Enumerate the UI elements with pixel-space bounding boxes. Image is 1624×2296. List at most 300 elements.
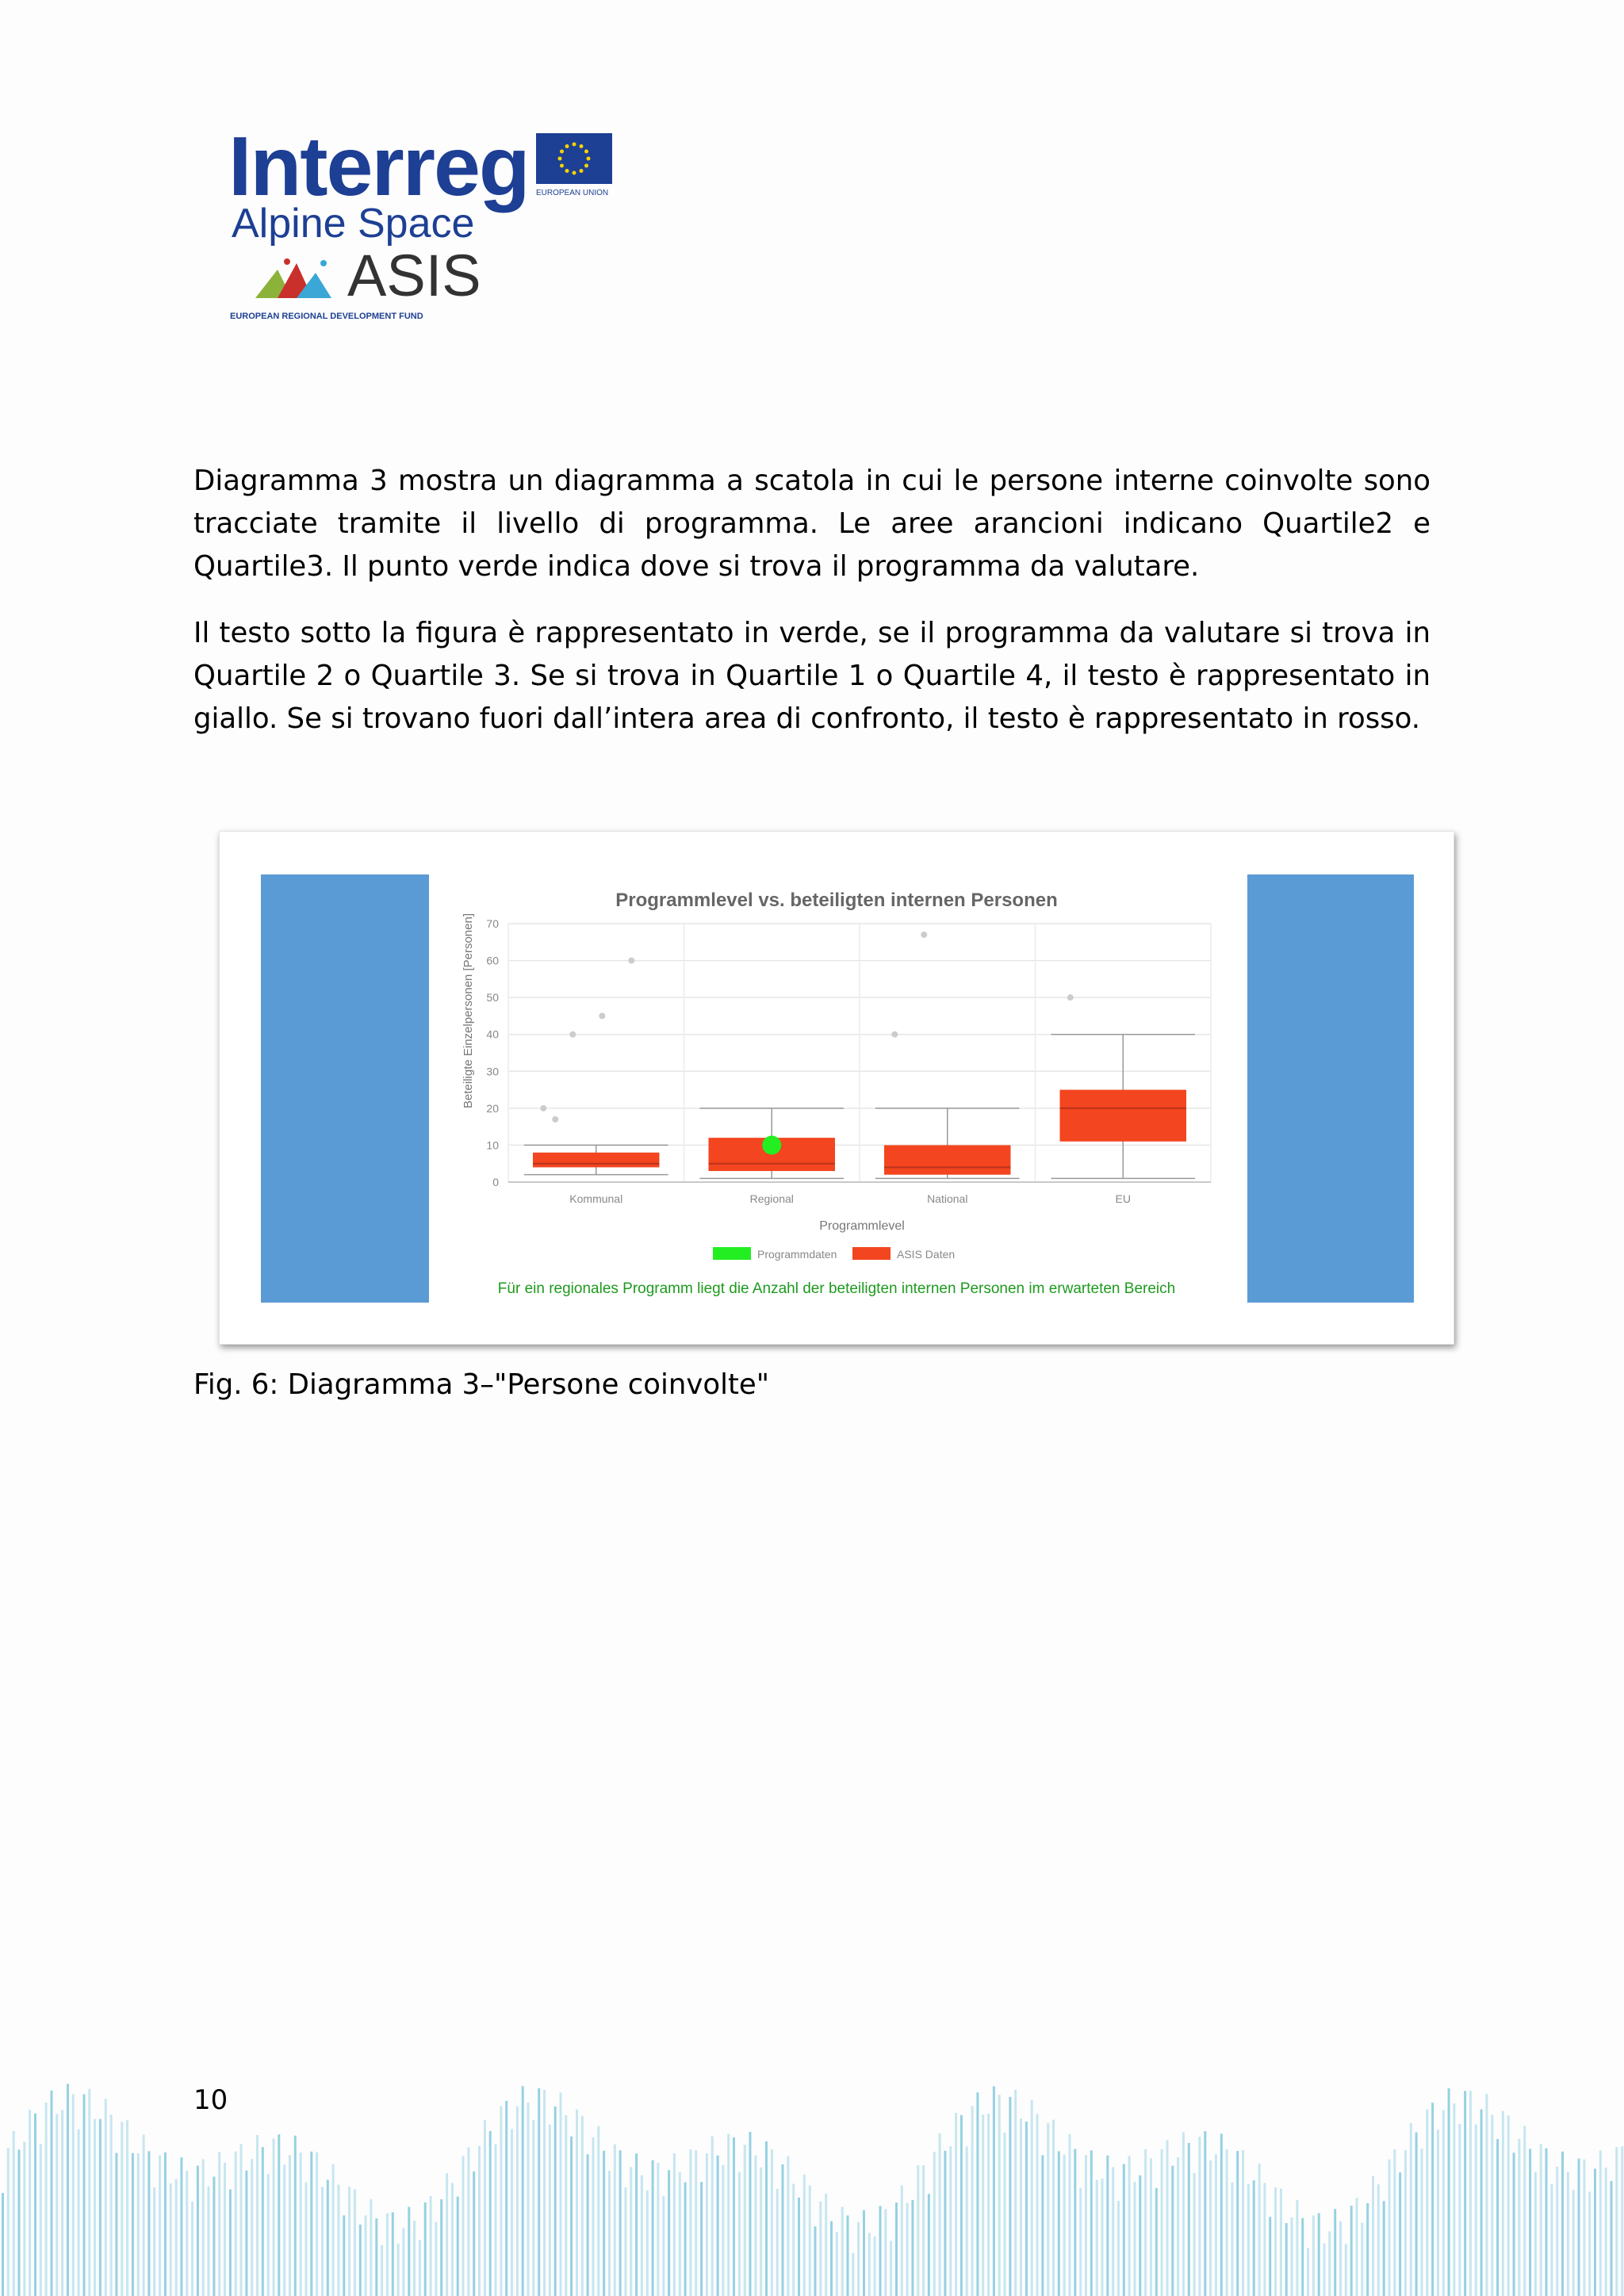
wave-bar <box>273 2138 275 2296</box>
wave-bar <box>327 2179 329 2296</box>
wave-bar <box>23 2142 25 2296</box>
logo-fund-text: EUROPEAN REGIONAL DEVELOPMENT FUND <box>230 312 423 321</box>
wave-bar <box>625 2187 627 2296</box>
wave-bar <box>809 2186 811 2296</box>
wave-bar <box>1404 2150 1407 2296</box>
y-tick-label: 70 <box>486 917 499 930</box>
wave-bar <box>1280 2189 1282 2296</box>
wave-bar <box>29 2110 31 2296</box>
wave-bar <box>132 2153 134 2296</box>
wave-bar <box>105 2099 107 2296</box>
wave-bar <box>343 2215 345 2296</box>
wave-bar <box>1041 2155 1044 2296</box>
y-axis-label: Beteiligte Einzelpersonen [Personen] <box>462 913 475 1108</box>
wave-bar <box>1388 2160 1391 2296</box>
wave-bar <box>1150 2158 1152 2296</box>
wave-bar <box>218 2152 220 2296</box>
page-number: 10 <box>193 2084 228 2116</box>
wave-bar <box>1128 2156 1131 2296</box>
wave-bar <box>652 2160 654 2296</box>
box-kommunal <box>533 1153 659 1168</box>
wave-bar <box>1085 2155 1087 2296</box>
x-tick-label: Kommunal <box>569 1192 623 1205</box>
wave-bar <box>1480 2109 1483 2296</box>
right-side-panel <box>1247 874 1414 1303</box>
wave-bar <box>440 2199 442 2296</box>
wave-bar <box>208 2187 210 2296</box>
wave-bar <box>1269 2217 1271 2296</box>
wave-bar <box>348 2187 350 2296</box>
wave-bar <box>1339 2221 1342 2296</box>
wave-bar <box>7 2148 10 2296</box>
wave-bar <box>170 2183 172 2296</box>
wave-bar <box>825 2194 827 2296</box>
wave-bar <box>1502 2111 1504 2296</box>
wave-bar <box>646 2191 649 2296</box>
wave-bar <box>451 2183 454 2296</box>
wave-bar <box>727 2134 730 2296</box>
wave-bar <box>1366 2203 1369 2296</box>
wave-bar <box>1323 2244 1326 2296</box>
wave-bar <box>792 2184 795 2296</box>
wave-bar <box>110 2114 113 2296</box>
wave-bar <box>771 2149 773 2296</box>
wave-bar <box>1236 2151 1239 2296</box>
wave-bar <box>1079 2188 1082 2296</box>
outlier-point <box>552 1116 558 1123</box>
wave-bar <box>1518 2139 1520 2296</box>
wave-bar <box>787 2156 789 2296</box>
wave-bar <box>1198 2137 1201 2296</box>
wave-bar <box>1074 2149 1076 2296</box>
wave-bar <box>798 2198 800 2296</box>
logo-asis-text: ASIS <box>347 243 481 308</box>
wave-bar <box>435 2222 437 2296</box>
wave-bar <box>164 2152 167 2296</box>
wave-bar <box>901 2186 903 2296</box>
wave-bar <box>1296 2200 1298 2296</box>
wave-bar <box>603 2151 605 2296</box>
wave-bar <box>884 2209 887 2296</box>
wave-bar <box>679 2172 681 2296</box>
outlier-point <box>569 1031 576 1038</box>
wave-bar <box>1220 2133 1223 2296</box>
result-text: Für ein regionales Programm liegt die Anzahl der beteiligten internen Personen im erwarteten Bereich <box>497 1280 1176 1297</box>
wave-bar <box>1242 2150 1244 2296</box>
wave-bar <box>1615 2147 1618 2296</box>
wave-bar <box>78 2130 80 2296</box>
y-tick-label: 60 <box>486 954 499 967</box>
wave-bar <box>235 2152 237 2296</box>
wave-bar <box>402 2228 404 2296</box>
wave-bar <box>381 2245 383 2296</box>
wave-bar <box>911 2200 914 2296</box>
wave-bar <box>56 2114 58 2296</box>
wave-bar <box>1578 2159 1580 2296</box>
wave-bar <box>457 2197 459 2296</box>
wave-bar <box>45 2103 48 2296</box>
wave-bar <box>262 2147 264 2296</box>
wave-bar <box>1448 2088 1450 2296</box>
wave-bar <box>143 2135 145 2296</box>
wave-bar <box>1399 2172 1401 2296</box>
wave-bar <box>933 2152 936 2296</box>
wave-bar <box>294 2136 297 2296</box>
y-tick-label: 0 <box>492 1176 499 1188</box>
wave-bar <box>386 2214 389 2296</box>
wave-bar <box>159 2156 161 2296</box>
wave-bar <box>1226 2149 1228 2296</box>
wave-bar <box>1529 2149 1531 2296</box>
wave-bar <box>1393 2149 1396 2296</box>
wave-bar <box>1545 2149 1548 2296</box>
wave-bar <box>365 2215 367 2296</box>
wave-bar <box>316 2152 318 2296</box>
wave-bar <box>516 2107 519 2296</box>
wave-bar <box>695 2150 697 2296</box>
interreg-logo <box>228 120 625 325</box>
wave-bar <box>928 2194 930 2296</box>
wave-bar <box>1350 2206 1353 2296</box>
wave-bar <box>467 2147 469 2296</box>
wave-bar <box>121 2122 123 2296</box>
wave-bar <box>61 2110 63 2296</box>
wave-bar <box>1004 2133 1006 2296</box>
wave-bar <box>1193 2173 1196 2296</box>
wave-bar <box>760 2168 762 2296</box>
wave-bar <box>310 2152 312 2296</box>
wave-bar <box>1106 2156 1109 2296</box>
wave-bar <box>332 2164 335 2296</box>
outlier-point <box>1067 994 1074 1001</box>
wave-bar <box>67 2084 69 2296</box>
eu-label: EUROPEAN UNION <box>536 189 609 197</box>
outlier-point <box>540 1105 546 1112</box>
wave-bar <box>1096 2180 1098 2296</box>
wave-bar <box>1621 2146 1623 2296</box>
wave-bar <box>532 2120 534 2296</box>
wave-bar <box>993 2087 995 2296</box>
wave-bar <box>83 2095 86 2296</box>
wave-bar <box>495 2145 497 2296</box>
wave-bar <box>1101 2179 1104 2296</box>
wave-bar <box>1415 2133 1418 2296</box>
wave-bar <box>1453 2103 1455 2296</box>
wave-bar <box>803 2175 806 2296</box>
wave-bar <box>94 2119 96 2296</box>
wave-bar <box>836 2232 838 2296</box>
wave-bar <box>1318 2214 1320 2296</box>
wave-bar <box>673 2153 676 2296</box>
logo-interreg-text: Interreg <box>228 120 529 213</box>
wave-bar <box>657 2163 659 2296</box>
program-point <box>762 1135 781 1154</box>
wave-bar <box>614 2145 616 2296</box>
wave-bar <box>1458 2124 1461 2296</box>
wave-bar <box>1009 2097 1011 2296</box>
wave-bar <box>191 2202 193 2296</box>
wave-bar <box>527 2103 530 2296</box>
wave-bar <box>224 2163 226 2296</box>
y-axis-ticks <box>486 917 499 1188</box>
wave-bar <box>1534 2172 1537 2296</box>
wave-bar <box>863 2210 865 2296</box>
wave-bar <box>1605 2168 1607 2296</box>
wave-bar <box>1383 2201 1385 2296</box>
wave-bar <box>722 2165 724 2296</box>
wave-bar <box>413 2221 416 2296</box>
wave-bar <box>635 2153 638 2296</box>
wave-bar <box>1426 2110 1428 2296</box>
wave-bar <box>1550 2184 1553 2296</box>
wave-bar <box>998 2095 1001 2296</box>
paragraph-2: Il testo sotto la figura è rappresentato in verde, se il programma da valutare si trova in Quartile 2 o Quartile 3. Se si trova in Quartile 1 o Quartile 4, il testo è rappresentato in giallo. Se si trovano fuori dall’intera area di confronto, il testo è rappresentato in rosso. <box>193 617 1431 735</box>
wave-bar <box>446 2173 448 2296</box>
wave-bar <box>1442 2110 1445 2296</box>
wave-bar <box>754 2156 756 2296</box>
footer-wave-decoration <box>0 1998 1624 2296</box>
wave-bar <box>321 2187 324 2296</box>
wave-bar <box>711 2137 714 2296</box>
wave-bar <box>917 2165 919 2296</box>
wave-bar <box>126 2120 128 2296</box>
wave-bar <box>581 2116 584 2296</box>
wave-bar <box>1611 2181 1613 2296</box>
wave-bar <box>1253 2180 1255 2296</box>
wave-bar <box>1410 2123 1412 2296</box>
wave-bar <box>13 2131 15 2296</box>
y-tick-label: 50 <box>486 991 499 1004</box>
outlier-point <box>921 932 927 938</box>
wave-bar <box>830 2221 833 2296</box>
wave-bar <box>597 2126 599 2296</box>
wave-bar <box>213 2177 215 2296</box>
wave-bar <box>955 2113 957 2296</box>
wave-bar <box>1377 2184 1380 2296</box>
wave-bar <box>1301 2218 1304 2296</box>
wave-bar <box>478 2146 481 2296</box>
y-tick-label: 20 <box>486 1101 499 1115</box>
wave-bar <box>782 2164 784 2296</box>
wave-bar <box>641 2175 643 2296</box>
wave-bar <box>1523 2126 1526 2296</box>
eu-flag-icon <box>536 133 612 184</box>
wave-bar <box>971 2107 974 2296</box>
wave-bar <box>300 2152 302 2296</box>
wave-bar <box>1134 2182 1136 2296</box>
wave-bar <box>305 2183 308 2296</box>
wave-bar <box>1285 2223 1288 2296</box>
wave-bar <box>1431 2103 1434 2296</box>
wave-bar <box>949 2146 952 2296</box>
wave-bar <box>1247 2184 1250 2296</box>
wave-bar <box>99 2119 102 2296</box>
wave-bar <box>814 2226 817 2296</box>
wave-bar <box>630 2167 632 2296</box>
wave-bar <box>51 2091 53 2296</box>
wave-bar <box>359 2225 362 2296</box>
wave-bar <box>1204 2131 1206 2296</box>
x-tick-label: National <box>927 1192 968 1205</box>
wave-bar <box>987 2114 990 2296</box>
legend-swatch <box>852 1247 891 1260</box>
wave-bar <box>668 2170 670 2296</box>
wave-bar <box>1117 2201 1120 2296</box>
wave-bar <box>522 2086 524 2296</box>
wave-bar <box>1567 2172 1569 2296</box>
wave-bar <box>587 2154 589 2296</box>
wave-bar <box>1312 2216 1315 2296</box>
wave-bar <box>738 2172 741 2296</box>
wave-bar <box>1052 2120 1055 2296</box>
legend-swatch <box>713 1247 751 1260</box>
wave-bar <box>424 2202 427 2296</box>
wave-bar <box>944 2151 946 2296</box>
wave-bar <box>1475 2125 1477 2296</box>
chart-svg <box>220 832 1454 1344</box>
legend-label: Programmdaten <box>757 1248 837 1261</box>
wave-bar <box>1421 2149 1423 2296</box>
wave-bar <box>1274 2187 1277 2296</box>
wave-bar <box>554 2107 557 2296</box>
wave-bar <box>240 2144 243 2296</box>
wave-bar <box>543 2090 546 2296</box>
wave-bar <box>733 2137 735 2296</box>
wave-bar <box>857 2222 860 2296</box>
wave-bar <box>1540 2144 1542 2296</box>
wave-bar <box>960 2115 963 2296</box>
wave-bar <box>115 2153 117 2296</box>
wave-bar <box>1231 2183 1233 2296</box>
wave-bar <box>1166 2141 1169 2296</box>
wave-bar <box>1161 2149 1163 2296</box>
wave-bar <box>1258 2164 1261 2296</box>
wave-bar <box>1556 2167 1558 2296</box>
wave-bar <box>1069 2134 1071 2296</box>
wave-bar <box>1291 2218 1293 2296</box>
chart-legend <box>713 1247 955 1261</box>
wave-bar <box>1464 2091 1466 2296</box>
wave-bar <box>175 2179 178 2296</box>
wave-bar <box>1345 2244 1347 2296</box>
box-eu <box>1060 1090 1186 1142</box>
wave-bar <box>1188 2143 1190 2296</box>
wave-bar <box>153 2187 155 2296</box>
wave-bar <box>1014 2090 1017 2296</box>
wave-bar <box>841 2207 844 2296</box>
wave-bar <box>392 2212 394 2296</box>
wave-bar <box>1513 2152 1515 2296</box>
wave-bar <box>1058 2151 1060 2296</box>
wave-bar <box>592 2137 595 2296</box>
wave-bar <box>662 2196 665 2296</box>
wave-bar <box>1063 2155 1066 2296</box>
wave-bar <box>538 2088 540 2296</box>
wave-bar <box>895 2202 898 2296</box>
wave-bar <box>397 2244 400 2296</box>
wave-bar <box>484 2120 486 2296</box>
wave-bar <box>137 2153 140 2296</box>
wave-bar <box>375 2218 377 2296</box>
wave-bar <box>1036 2114 1039 2296</box>
wave-bar <box>1356 2198 1358 2296</box>
wave-bar <box>1155 2188 1158 2296</box>
x-tick-label: Regional <box>749 1192 794 1205</box>
x-axis-ticks <box>569 1192 1131 1205</box>
wave-bar <box>202 2159 205 2296</box>
wave-bar <box>430 2196 432 2296</box>
wave-bar <box>874 2237 876 2296</box>
wave-bar <box>1594 2169 1596 2296</box>
wave-bar <box>1215 2154 1217 2296</box>
wave-bar <box>1307 2248 1309 2296</box>
wave-bar <box>72 2094 75 2296</box>
wave-bar <box>1572 2190 1575 2296</box>
wave-bar <box>1361 2223 1363 2296</box>
legend-label: ASIS Daten <box>897 1248 956 1261</box>
wave-bar <box>1496 2139 1499 2296</box>
outlier-point <box>599 1012 605 1019</box>
wave-bar <box>706 2153 708 2296</box>
x-tick-label: EU <box>1115 1192 1131 1205</box>
wave-bar <box>890 2241 892 2296</box>
x-axis-label: Programmlevel <box>819 1219 905 1233</box>
wave-bar <box>180 2157 182 2296</box>
wave-bar <box>717 2156 719 2296</box>
wave-bar <box>879 2206 882 2296</box>
wave-bar <box>906 2203 909 2296</box>
wave-bar <box>1182 2132 1185 2296</box>
wave-bar <box>462 2156 465 2296</box>
wave-bar <box>267 2174 270 2296</box>
wave-bar <box>1561 2152 1564 2296</box>
wave-bar <box>354 2189 356 2296</box>
wave-bar <box>852 2253 854 2296</box>
wave-bar <box>922 2165 925 2296</box>
wave-bar <box>289 2155 291 2296</box>
wave-bar <box>1334 2209 1336 2296</box>
wave-bar <box>408 2207 410 2296</box>
wave-bar <box>1469 2091 1472 2296</box>
wave-bar <box>1588 2192 1591 2296</box>
wave-bar <box>1328 2231 1331 2296</box>
wave-bar <box>765 2141 768 2296</box>
wave-bar <box>1263 2183 1266 2296</box>
wave-bar <box>1583 2160 1585 2296</box>
wave-bar <box>197 2166 199 2296</box>
wave-bar <box>565 2115 567 2296</box>
wave-bar <box>40 2144 42 2296</box>
wave-bar <box>1112 2167 1114 2296</box>
wave-bar <box>2 2193 4 2296</box>
wave-bar <box>245 2171 247 2296</box>
wave-bar <box>511 2129 513 2296</box>
wave-bar <box>847 2215 849 2296</box>
wave-bar <box>868 2233 871 2296</box>
y-tick-label: 30 <box>486 1065 499 1078</box>
wave-bar <box>18 2149 21 2296</box>
wave-bar <box>966 2146 968 2296</box>
wave-bar <box>744 2145 746 2296</box>
logo-alpine-text: Alpine Space <box>232 201 475 247</box>
wave-bar <box>338 2185 340 2296</box>
outlier-point <box>628 958 634 964</box>
wave-bar <box>489 2131 492 2296</box>
wave-bar <box>88 2089 90 2296</box>
wave-bar <box>1144 2149 1147 2296</box>
wave-bar <box>1020 2118 1022 2296</box>
wave-bar <box>570 2137 573 2296</box>
